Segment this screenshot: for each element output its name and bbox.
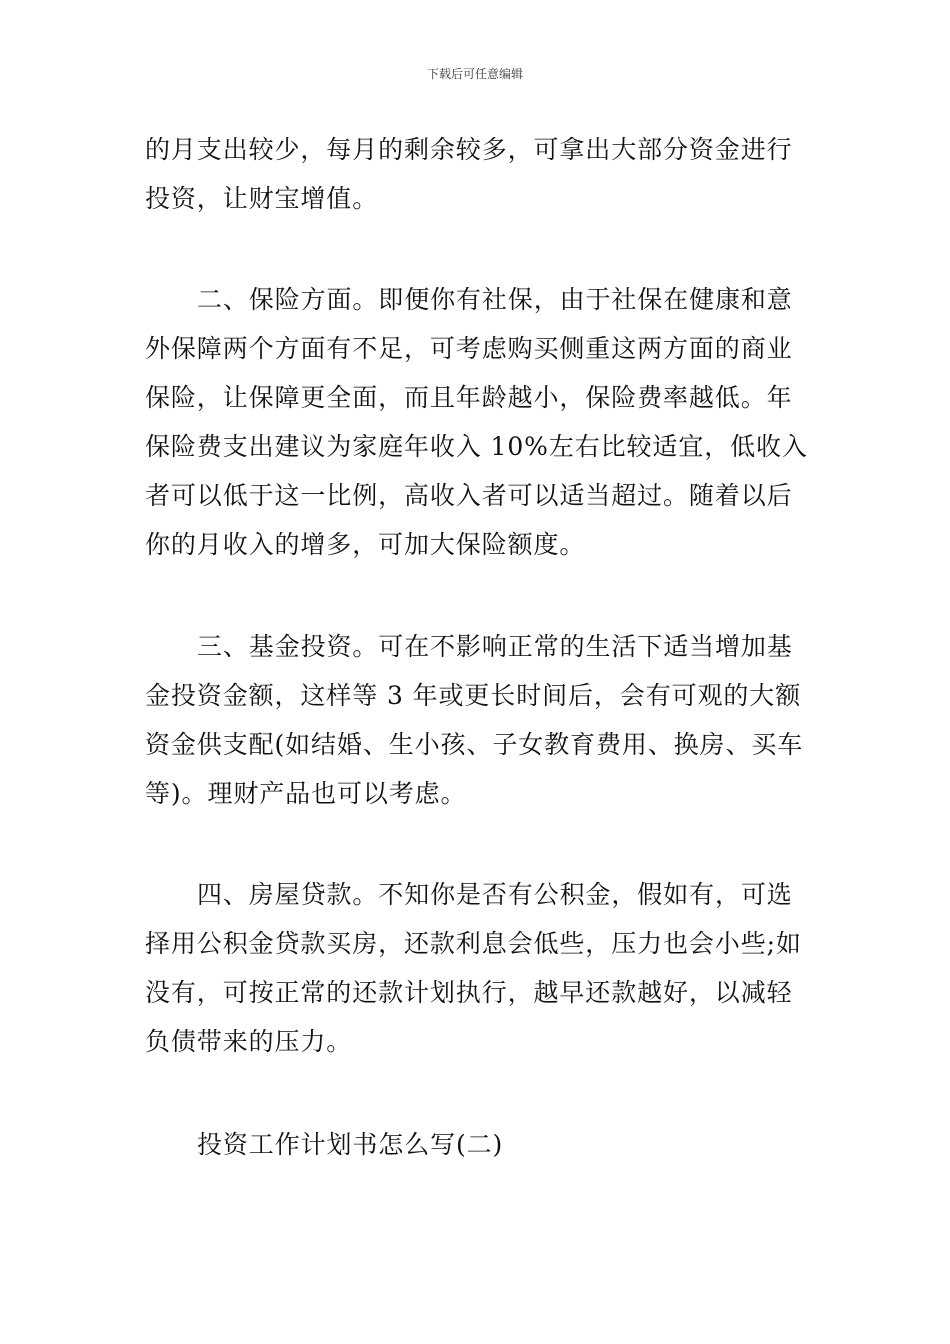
paragraph-continuation: 的月支出较少，每月的剩余较多，可拿出大部分资金进行投资，让财宝增值。 (145, 135, 793, 213)
paragraph-housing-loan: 四、房屋贷款。不知你是否有公积金，假如有，可选择用公积金贷款买房，还款利息会低些，压力也会小些;如没有，可按正常的还款计划执行，越早还款越好，以减轻负债带来的压力。 (145, 880, 802, 1056)
page-header-note: 下载后可任意编辑 (426, 67, 523, 81)
section-heading: 投资工作计划书怎么写(二) (197, 1130, 504, 1159)
paragraph-fund-investment: 三、基金投资。可在不影响正常的生活下适当增加基金投资金额，这样等 3 年或更长时间后，会有可观的大额资金供支配(如结婚、生小孩、子女教育费用、换房、买车等)。理财产品也可以考虑。 (145, 632, 804, 808)
paragraph-insurance: 二、保险方面。即便你有社保，由于社保在健康和意外保障两个方面有不足，可考虑购买侧重这两方面的商业保险，让保障更全面，而且年龄越小，保险费率越低。年保险费支出建议为家庭年收入 10%左右比较适宜，低收入者可以低于这一比例，高收入者可以适当超过。随着以后你的月收入的增多，可加大保险额度。 (145, 285, 808, 559)
